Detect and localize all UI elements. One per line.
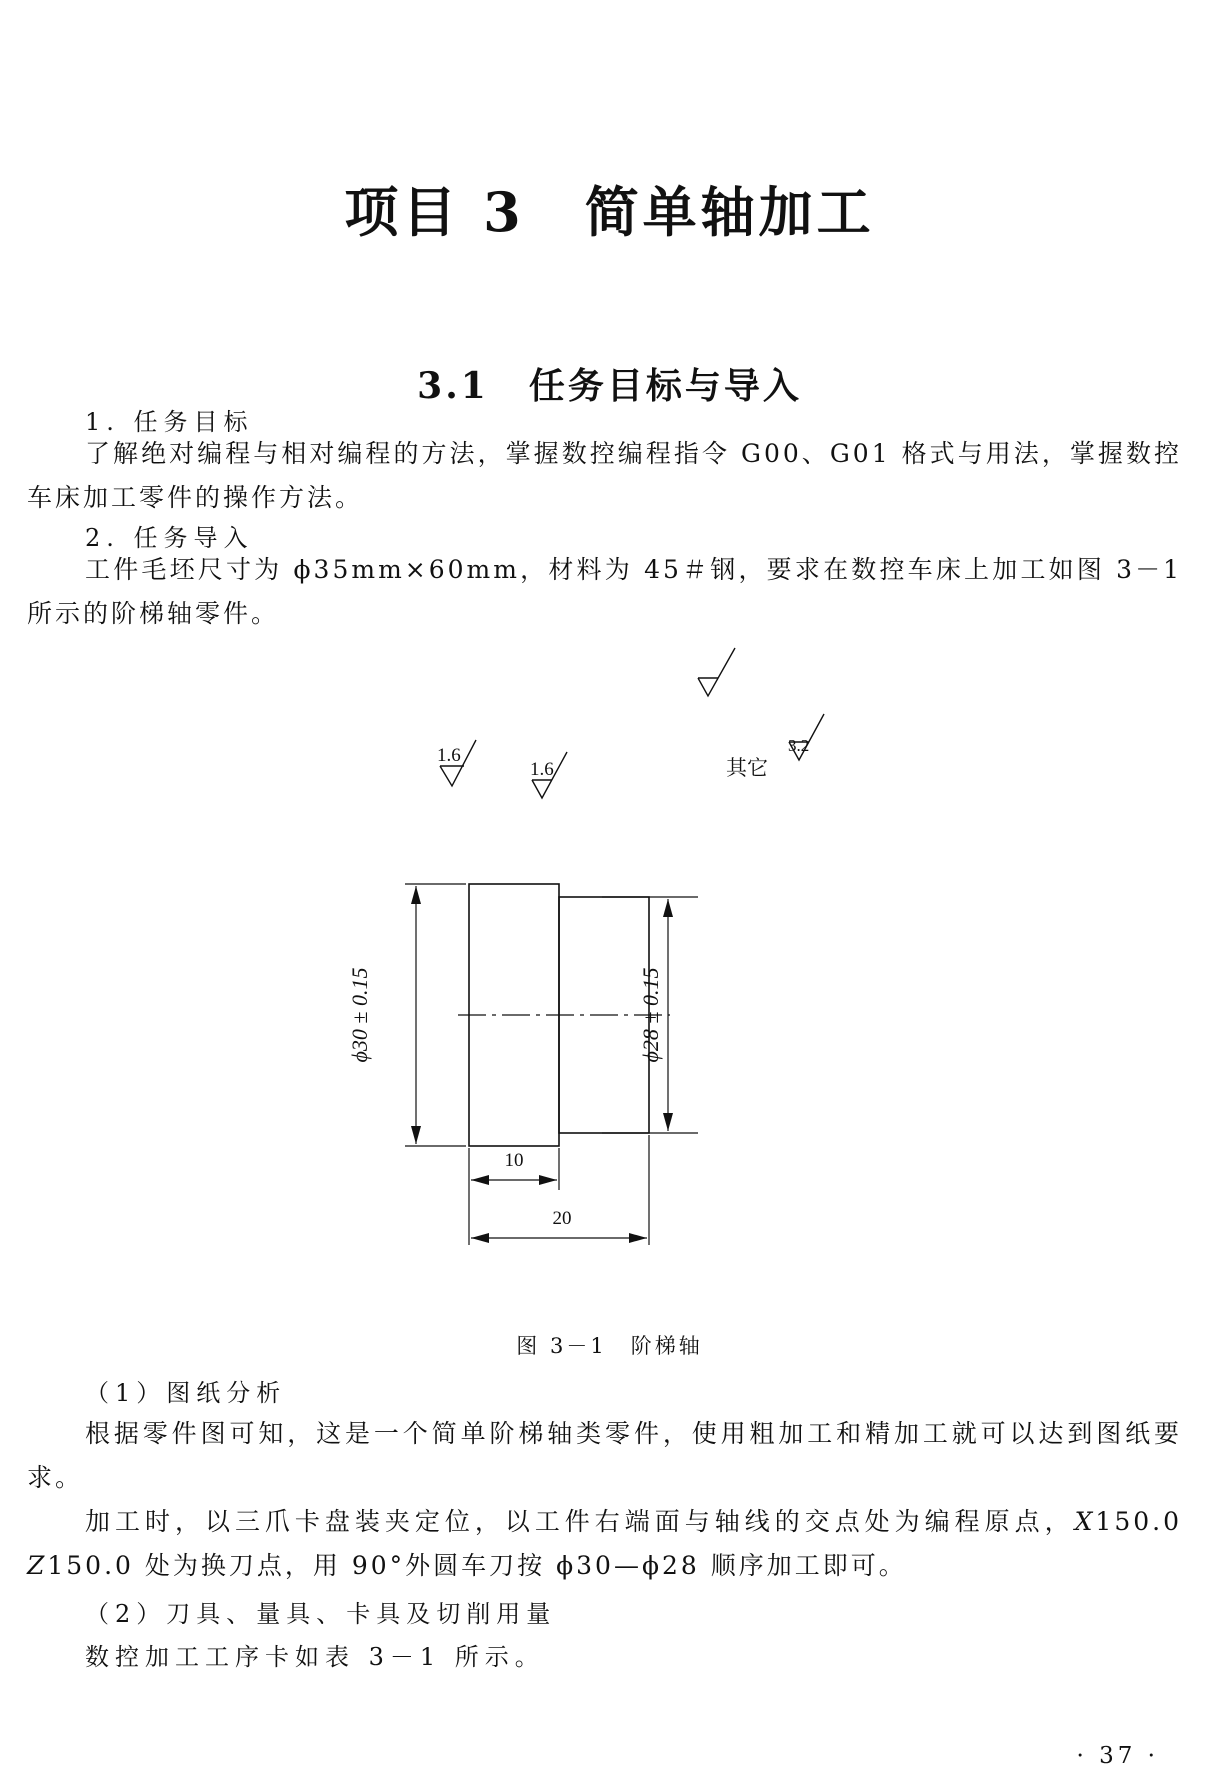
chapter-title — [0, 170, 1219, 247]
goal-heading: 1. 任务目标 — [85, 408, 254, 436]
dia-right-label: ϕ28 ± 0.15 — [638, 967, 663, 1063]
roughness-right-value: 1.6 — [530, 759, 554, 780]
process-z: Z — [27, 1551, 48, 1580]
len-short-label: 10 — [504, 1150, 524, 1171]
figure-caption — [0, 1330, 1219, 1360]
process-text-3: 150.0 处为换刀点，用 90°外圆车刀按 ϕ30—ϕ28 顺序加工即可。 — [47, 1551, 907, 1580]
page-number: · 37 · — [1076, 1743, 1159, 1769]
dia-left-label: ϕ30 ± 0.15 — [347, 967, 372, 1063]
chapter-label: 项目 3 — [344, 180, 525, 244]
tools-heading: （2）刀具、量具、卡具及切削用量 — [85, 1600, 557, 1628]
section-name: 任务目标与导入 — [528, 365, 802, 407]
process-text-2: 150.0 — [1095, 1507, 1182, 1536]
chapter-name: 简单轴加工 — [584, 180, 875, 244]
roughness-other-value: 3.2 — [788, 736, 810, 755]
stepped-shaft-drawing — [347, 720, 840, 1320]
analysis-heading: （1）图纸分析 — [85, 1379, 287, 1407]
goal-paragraph: 了解绝对编程与相对编程的方法，掌握数控编程指令 G00、G01 格式与用法，掌握数控车床加工零件的操作方法。 — [27, 439, 1182, 512]
process-text-1: 加工时，以三爪卡盘装夹定位，以工件右端面与轴线的交点处为编程原点， — [85, 1507, 1075, 1536]
roughness-left-value: 1.6 — [437, 745, 461, 766]
other-roughness-label-wrap — [720, 720, 721, 721]
intro-heading: 2. 任务导入 — [85, 524, 254, 552]
caption-number: 图 3－1 — [516, 1334, 607, 1358]
caption-title: 阶梯轴 — [630, 1334, 703, 1358]
tools-paragraph: 数控加工工序卡如表 3－1 所示。 — [85, 1643, 545, 1671]
intro-paragraph: 工件毛坯尺寸为 ϕ35mm×60mm，材料为 45＃钢，要求在数控车床上加工如图 3－1 所示的阶梯轴零件。 — [27, 555, 1182, 628]
process-paragraph — [27, 1500, 1182, 1588]
analysis-paragraph: 根据零件图可知，这是一个简单阶梯轴类零件，使用粗加工和精加工就可以达到图纸要求。 — [27, 1419, 1182, 1492]
section-number: 3.1 — [417, 365, 489, 407]
process-x: X — [1074, 1507, 1096, 1536]
len-total-label: 20 — [552, 1208, 572, 1229]
other-label: 其它 — [726, 757, 768, 780]
roughness-symbol-other — [698, 648, 735, 696]
